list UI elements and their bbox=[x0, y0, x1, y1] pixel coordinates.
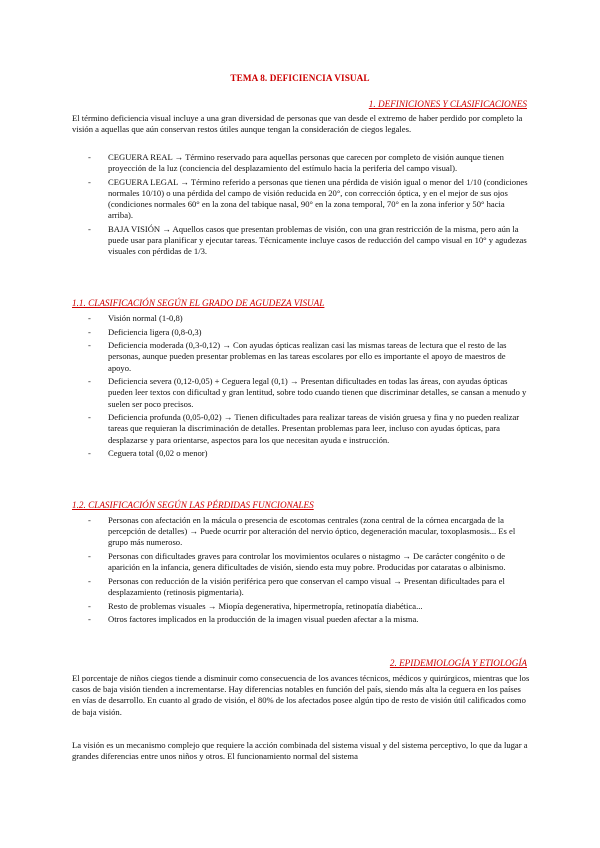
list-dash: - bbox=[88, 551, 91, 561]
list-item bbox=[88, 313, 528, 324]
list-item bbox=[88, 376, 528, 410]
list-dash: - bbox=[88, 448, 91, 459]
list-item bbox=[88, 614, 528, 625]
list-item bbox=[88, 576, 528, 598]
list-dash: - bbox=[88, 412, 91, 423]
list-item-text: Deficiencia severa (0,12-0,05) + Ceguera legal (0,1) → Presentan dificultades en todas las áreas, con ayudas ópticas pueden leer textos con dificultad y gran lentitud, sobre todo cuando tienen que discriminar detalles, se cansan a menudo y suelen ser poco precisos. bbox=[108, 376, 527, 409]
list-item-text: Deficiencia moderada (0,3-0,12) → Con ayudas ópticas realizan casi las mismas tareas de lectura que el resto de las personas, aunque pueden presentar problemas en las tareas escolares por ello es importante el apoyo de maestros de apoyo. bbox=[108, 340, 507, 373]
list-dash: - bbox=[88, 575, 91, 586]
list-dash: - bbox=[88, 376, 91, 387]
list-dash: - bbox=[88, 614, 91, 625]
list-item-text: Personas con reducción de la visión periférica pero que conservan el campo visual → Presentan dificultades para el desplazamiento (retinosis pigmentaria). bbox=[108, 575, 505, 597]
list-item-text: CEGUERA LEGAL → Término referido a personas que tienen una pérdida de visión igual o menor del 1/10 (condiciones normales 10/10) o una pérdida del campo de visión reducida en 20°, con corrección óptica, y en el mejor de sus ojos (condiciones normales 60° en la zona del tabique nasal, 90° en la zona temporal, 70° en la zona inferior y 50° hacia arriba). bbox=[108, 176, 528, 221]
document-title: TEMA 8. DEFICIENCIA VISUAL bbox=[230, 73, 370, 83]
list-item bbox=[88, 448, 528, 459]
list-dash: - bbox=[88, 176, 91, 187]
definitions-list bbox=[88, 152, 528, 260]
vision-mechanism-paragraph: La visión es un mecanismo complejo que requiere la acción combinada del sistema visual y del sistema perceptivo, lo que da lugar a grandes diferencias entre unos niños y otros. El funcionamiento normal del sistema bbox=[72, 740, 528, 762]
list-dash: - bbox=[88, 515, 91, 525]
section-heading-perdidas: 1.2. CLASIFICACIÓN SEGÚN LAS PÉRDIDAS FUNCIONALES bbox=[72, 500, 314, 510]
list-item-text: Deficiencia ligera (0,8-0,3) bbox=[108, 326, 202, 337]
list-dash: - bbox=[88, 313, 91, 323]
list-item-text: CEGUERA REAL → Término reservado para aquellas personas que carecen por completo de visión aunque tienen proyección de la luz (conciencia del desplazamiento del estímulo hacia la periferia del campo visual). bbox=[108, 152, 504, 174]
list-item-text: BAJA VISIÓN → Aquellos casos que presentan problemas de visión, con una gran restricción de la misma, pero aún la puede usar para planificar y ejecutar tareas. Técnicamente incluye casos de reducción del campo visual en 10° y agudezas visuales con pérdidas de 1/3. bbox=[108, 224, 527, 257]
section-heading-agudeza: 1.1. CLASIFICACIÓN SEGÚN EL GRADO DE AGUDEZA VISUAL bbox=[72, 298, 325, 308]
list-item-text: Visión normal (1-0,8) bbox=[108, 313, 183, 323]
section-heading-definiciones: 1. DEFINICIONES Y CLASIFICACIONES bbox=[368, 99, 527, 109]
list-dash: - bbox=[88, 600, 91, 611]
list-dash: - bbox=[88, 326, 91, 337]
list-dash: - bbox=[88, 224, 91, 234]
list-item-text: Personas con afectación en la mácula o presencia de escotomas centrales (zona central de la córnea encargada de la percepción de detalles) → Puede ocurrir por alteración del nervio óptico, degeneración macular, toxoplasmosis... Es el grupo más numeroso. bbox=[108, 515, 516, 548]
list-item bbox=[88, 515, 528, 549]
list-item bbox=[88, 551, 528, 573]
list-dash: - bbox=[88, 340, 91, 351]
list-item-text: Resto de problemas visuales → Miopía degenerativa, hipermetropía, retinopatía diabética... bbox=[108, 600, 423, 611]
intro-paragraph: El término deficiencia visual incluye a una gran diversidad de personas que van desde el extremo de haber perdido por completo la visión a aquellas que aún conservan restos útiles aunque tengan la consideración de ciegos legales. bbox=[72, 113, 523, 135]
list-dash: - bbox=[88, 152, 91, 162]
list-item-text: Deficiencia profunda (0,05-0,02) → Tienen dificultades para realizar tareas de visión gruesa y fina y no pueden realizar tareas que requieran la discriminación de detalles. Presentan problemas para leer, incluso con ayudas ópticas, para desplazarse y para orientarse, aspectos para los que necesitan ayuda e instrucción. bbox=[108, 412, 520, 445]
functional-loss-list bbox=[88, 515, 528, 628]
list-item-text: Otros factores implicados en la producción de la imagen visual pueden afectar a la misma. bbox=[108, 614, 419, 625]
list-item bbox=[88, 177, 528, 222]
list-item bbox=[88, 152, 528, 174]
acuity-list bbox=[88, 313, 528, 462]
list-item-text: Personas con dificultades graves para controlar los movimientos oculares o nistagmo → De carácter congénito o de aparición en la infancia, genera dificultades de visión, siendo esta muy pobre. Producidas por cataratas o albinismo. bbox=[108, 551, 506, 573]
list-item bbox=[88, 224, 528, 258]
list-item bbox=[88, 340, 528, 374]
list-item bbox=[88, 601, 528, 612]
epidemiology-paragraph: El porcentaje de niños ciegos tiende a disminuir como consecuencia de los avances técnicos, médicos y quirúrgicos, mientras que los casos de baja visión tienden a incrementarse. Hay diferencias notables en función del país, siendo más alta la ceguera en los países en vías de desarrollo. En cuanto al grado de visión, el 80% de los afectados posee algún tipo de resto de visión útil calificados como de baja visión. bbox=[72, 673, 530, 717]
list-item bbox=[88, 412, 528, 446]
section-heading-epidemiologia: 2. EPIDEMIOLOGÍA Y ETIOLOGÍA bbox=[389, 658, 527, 668]
list-item-text: Ceguera total (0,02 o menor) bbox=[108, 448, 208, 459]
list-item bbox=[88, 327, 528, 338]
